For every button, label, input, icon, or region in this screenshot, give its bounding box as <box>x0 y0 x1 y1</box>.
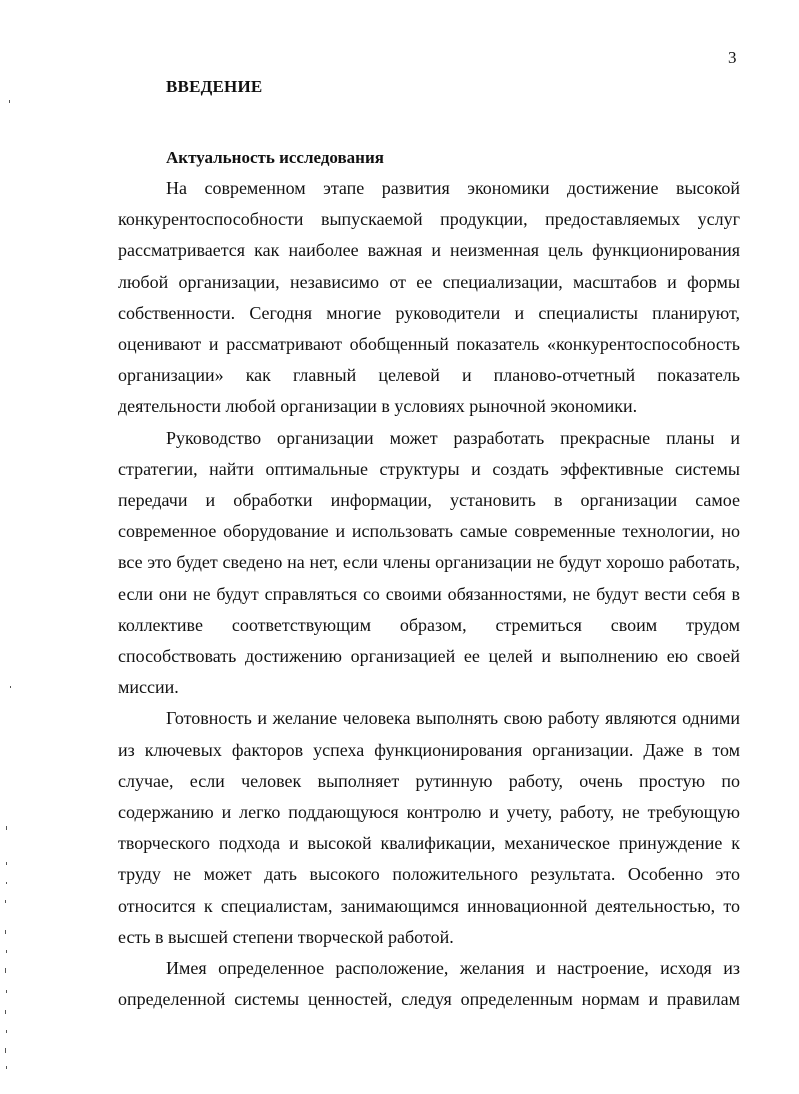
section-title: ВВЕДЕНИЕ <box>166 77 263 96</box>
subheading: Актуальность исследования <box>166 148 384 167</box>
paragraph: Имея определенное расположение, желания и настроение, исходя из определенной системы ценностей, следуя определенным нормам и правилам <box>118 958 740 1010</box>
paragraph: Руководство организации может разработать прекрасные планы и стратегии, найти оптимальные структуры и создать эффективные системы передачи и обработки информации, установить в организации самое современное оборудование и использовать самые современные технологии, но все это будет сведено на нет, если члены организации не будут хорошо работать, если они не будут справляться со своими обязанностями, не будут вести себя в коллективе соответствующим образом, стремиться своим трудом способствовать достижению организацией ее целей и выполнению ею своей миссии. <box>118 427 740 698</box>
page-number: 3 <box>728 48 737 67</box>
paragraph: Готовность и желание человека выполнять свою работу являются одними из ключевых факторов успеха функционирования организации. Даже в том случае, если человек выполняет рутинную работу, очень простую по содержанию и легко поддающуюся контролю и учету, работу, не требующую творческого подхода и высокой квалификации, механическое принуждение к труду не может дать высокого положительного результата. Особенно это относится к специалистам, занимающимся инновационной деятельностью, то есть в высшей степени творческой работой. <box>118 708 740 947</box>
scan-edge-marks <box>0 0 20 1094</box>
body-text <box>118 173 740 1015</box>
paragraph: На современном этапе развития экономики достижение высокой конкурентоспособности выпускаемой продукции, предоставляемых услуг рассматривается как наиболее важная и неизменная цель функционирования любой организации, независимо от ее специализации, масштабов и формы собственности. Сегодня многие руководители и специалисты планируют, оценивают и рассматривают обобщенный показатель «конкурентоспособность организации» как главный целевой и планово-отчетный показатель деятельности любой организации в условиях рыночной экономики. <box>118 178 740 417</box>
